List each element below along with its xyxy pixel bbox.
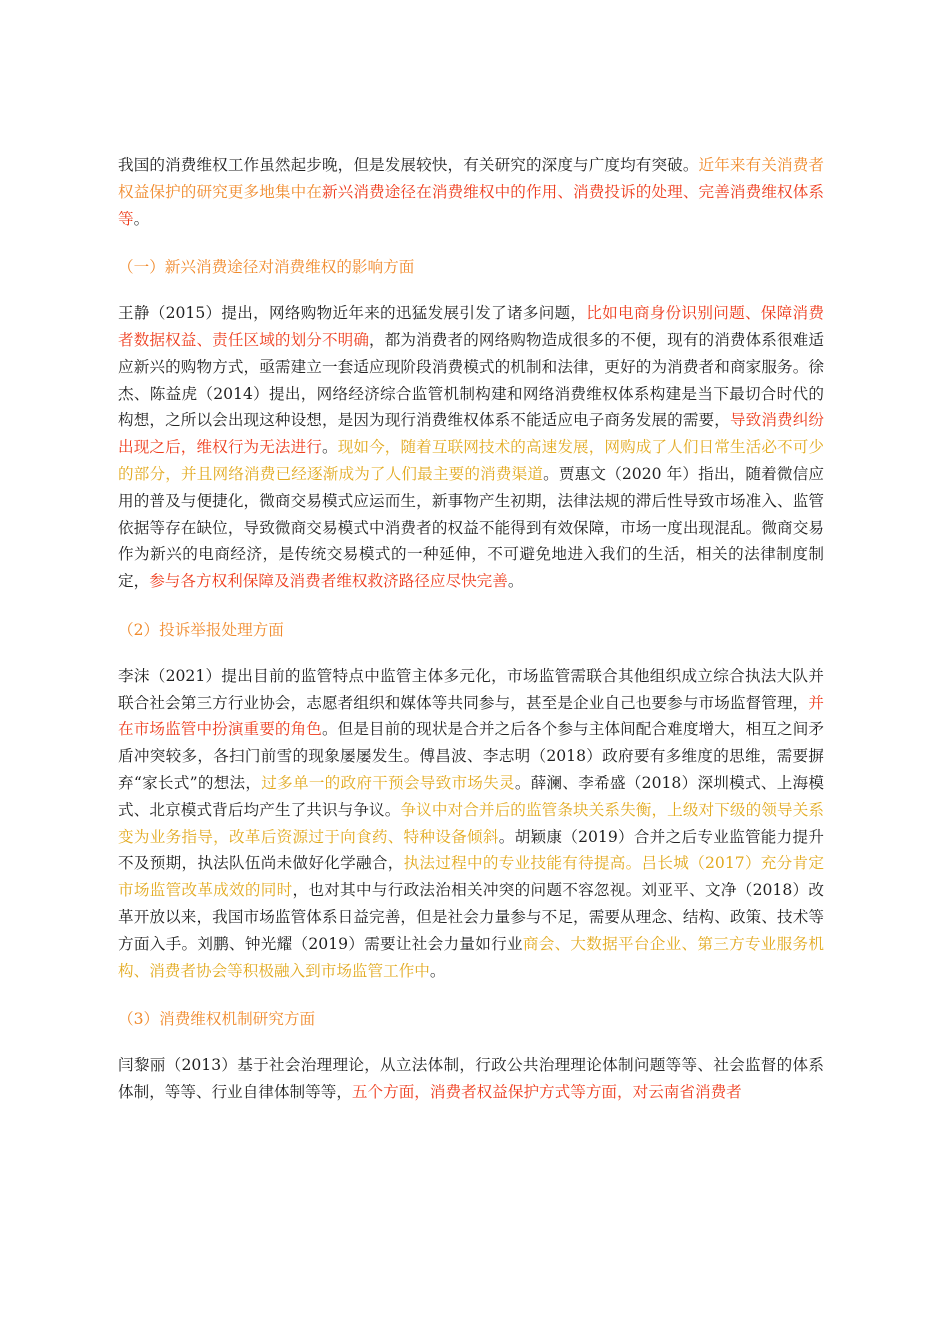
text-segment: 我国的消费维权工作虽然起步晚，但是发展较快，有关研究的深度与广度均有突破。	[118, 156, 699, 174]
text-segment: 比如电商身份识别问题、保障消费者数据权益、责任区域的划分不明确	[118, 304, 824, 349]
text-segment: 。胡颖康（2019）合并之后专业监管能力提升不及预期，执法队伍尚未做好化学融合，	[118, 827, 824, 873]
text-segment: ，都为消费者的网络购物造成很多的不便，现有的消费体系很难适应新兴的购物方式，亟需建立一套适应现阶段消费模式的机制和法律，更好的为消费者和商家服务。徐杰、陈益虎（2014）提出，网络经济综合监管机制构建和网络消费维权体系构建是当下最切合时代的构想，之所以会出现这种设想，是因为现行消费维权体系不能适应电子商务发展的需要，	[118, 330, 824, 430]
paragraph-intro	[118, 152, 824, 232]
paragraph-complaints	[118, 663, 824, 985]
document-page	[118, 152, 824, 1106]
text-segment: 现如今，随着互联网技术的高速发展，网购成了人们日常生活必不可少的部分，并且网络消费已经逐渐成为了人们最主要的消费渠道	[118, 438, 824, 483]
section-heading-2: （2）投诉举报处理方面	[118, 620, 284, 639]
text-segment: 闫黎丽（2013）基于社会治理理论，从立法体制，行政公共治理理论体制问题等等、社会监督的体系体制，等等、行业自律体制等等，	[118, 1056, 824, 1101]
text-segment: 并在市场监管中扮演重要的角色	[118, 693, 824, 739]
text-segment: 王静（2015）提出，网络购物近年来的迅猛发展引发了诸多问题，	[118, 304, 587, 323]
text-segment: 。	[321, 438, 338, 457]
text-segment: 。但是目前的现状是合并之后各个参与主体间配合难度增大，相互之间矛盾冲突较多，各扫门前雪的现象屡屡发生。傅昌波、李志明（2018）政府要有多维度的思维，需要摒弃“家长式”的想法，	[118, 720, 824, 792]
text-segment: 。	[133, 209, 150, 228]
text-segment: 执法过程中的专业技能有待提高。吕长城（2017）充分肯定市场监管改革成效的同时	[118, 854, 824, 900]
paragraph-mechanism	[118, 1052, 824, 1106]
text-segment: ，也对其中与行政法治相关冲突的问题不容忽视。刘亚平、文净（2018）改革开放以来，我国市场监管体系日益完善，但是社会力量参与不足，需要从理念、结构、政策、技术等方面入手。刘鹏、钟光耀（2019）需要让社会力量如行业	[118, 881, 824, 953]
text-segment: 。贾惠文（2020 年）指出，随着微信应用的普及与便捷化，微商交易模式应运而生，新事物产生初期，法律法规的滞后性导致市场准入、监管依据等存在缺位，导致微商交易模式中消费者的权益不能得到有效保障，市场一度出现混乱。微商交易作为新兴的电商经济，是传统交易模式的一种延伸，不可避免地进入我们的生活，相关的法律制度制定，	[118, 464, 824, 591]
section-heading-3: （3）消费维权机制研究方面	[118, 1010, 316, 1029]
text-segment: 五个方面，消费者权益保护方式等方面，对云南省消费者	[351, 1082, 742, 1101]
text-segment: 新兴消费途径在消费维权中的作用、消费投诉的处理、完善消费维权体系等	[118, 182, 824, 228]
text-segment: 。薛澜、李希盛（2018）深圳模式、上海模式、北京模式背后均产生了共识与争议。	[118, 773, 824, 819]
text-segment: 过多单一的政府干预会导致市场失灵	[261, 773, 515, 792]
text-segment: 李沫（2021）提出目前的监管特点中监管主体多元化，市场监管需联合其他组织成立综合执法大队并联合社会第三方行业协会，志愿者组织和媒体等共同参与，甚至是企业自己也要参与市场监督管理，	[118, 666, 824, 712]
text-segment: 争议中对合并后的监管条块关系失衡，上级对下级的领导关系变为业务指导，改革后资源过于向食药、特种设备倾斜	[118, 800, 824, 846]
text-segment: 。	[507, 572, 524, 591]
section-heading-1: （一）新兴消费途径对消费维权的影响方面	[118, 258, 415, 277]
text-segment: 商会、大数据平台企业、第三方专业服务机构、消费者协会等积极融入到市场监管工作中	[118, 934, 824, 980]
text-segment: 近年来有关消费者权益保护的研究更多地集中在	[118, 156, 824, 201]
text-segment: 。	[429, 961, 446, 980]
text-segment: 导致消费纠纷出现之后，维权行为无法进行	[118, 411, 824, 457]
text-segment: 参与各方权利保障及消费者维权救济路径应尽快完善	[149, 572, 508, 591]
paragraph-new-consumption	[118, 300, 824, 595]
